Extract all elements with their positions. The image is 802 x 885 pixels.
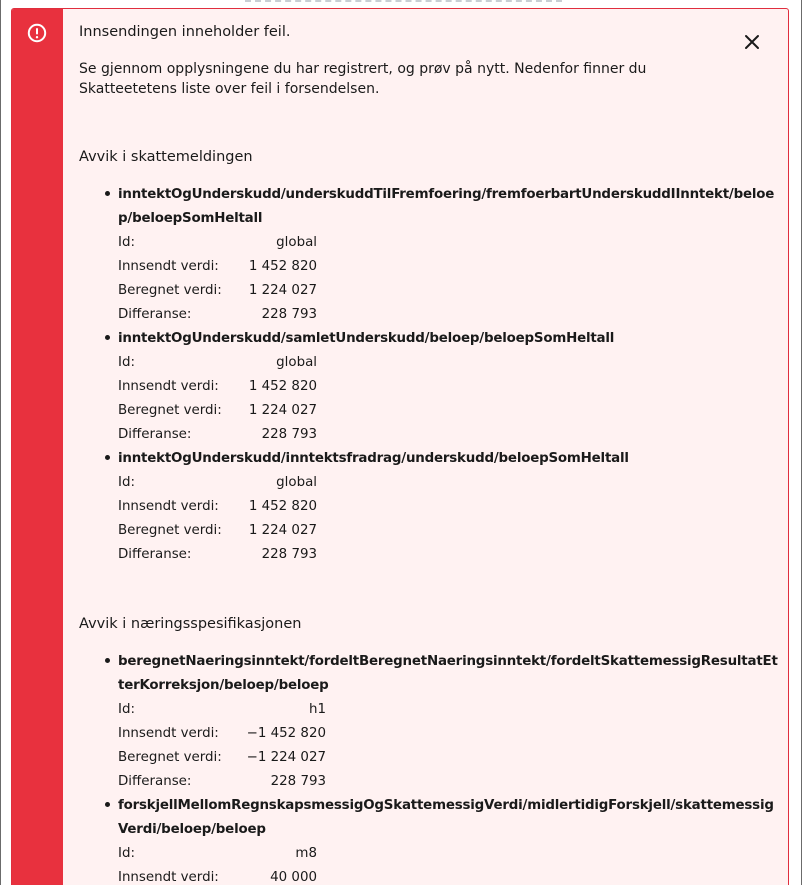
submitted-value: 1 452 820 <box>248 259 317 274</box>
id-label: Id: <box>118 475 135 490</box>
id-label: Id: <box>118 846 135 861</box>
dashed-divider <box>245 0 562 2</box>
id-row <box>118 351 779 375</box>
id-row <box>118 842 779 866</box>
difference-label: Differanse: <box>118 774 192 789</box>
id-label: Id: <box>118 355 135 370</box>
id-row <box>118 231 779 255</box>
calculated-value: 1 224 027 <box>248 283 317 298</box>
error-path: forskjellMellomRegnskapsmessigOgSkattemessigVerdi/midlertidigForskjell/skattemessigVerdi/beloep/beloep <box>118 798 774 837</box>
submitted-label: Innsendt verdi: <box>118 726 219 741</box>
id-value: global <box>276 475 317 490</box>
id-value: m8 <box>295 846 317 861</box>
alert-accent-bar <box>12 9 63 885</box>
exclamation-circle-icon <box>27 23 47 43</box>
difference-value: 228 793 <box>261 427 317 442</box>
calculated-row <box>118 279 779 303</box>
submitted-label: Innsendt verdi: <box>118 379 219 394</box>
difference-label: Differanse: <box>118 307 192 322</box>
submitted-label: Innsendt verdi: <box>118 259 219 274</box>
list-item <box>118 183 779 327</box>
id-label: Id: <box>118 235 135 250</box>
list-item <box>118 650 779 794</box>
difference-row <box>118 543 779 567</box>
error-list-tax-return <box>79 183 779 567</box>
calculated-label: Beregnet verdi: <box>118 283 222 298</box>
section-heading-business-spec: Avvik i næringsspesifikasjonen <box>79 616 302 632</box>
difference-label: Differanse: <box>118 547 192 562</box>
list-item <box>118 794 779 885</box>
id-row <box>118 698 779 722</box>
alert-content <box>79 22 779 885</box>
calculated-label: Beregnet verdi: <box>118 523 222 538</box>
difference-row <box>118 423 779 447</box>
difference-row <box>118 303 779 327</box>
section-heading-tax-return: Avvik i skattemeldingen <box>79 149 253 165</box>
difference-value: 228 793 <box>261 547 317 562</box>
list-item <box>118 327 779 447</box>
submitted-value: 1 452 820 <box>248 379 317 394</box>
submitted-row <box>118 255 779 279</box>
submitted-value: 1 452 820 <box>248 499 317 514</box>
submitted-row <box>118 866 779 885</box>
difference-value: 228 793 <box>270 774 326 789</box>
calculated-label: Beregnet verdi: <box>118 750 222 765</box>
submitted-row <box>118 375 779 399</box>
id-label: Id: <box>118 702 135 717</box>
calculated-label: Beregnet verdi: <box>118 403 222 418</box>
difference-label: Differanse: <box>118 427 192 442</box>
alert-description: Se gjennom opplysningene du har registrert, og prøv på nytt. Nedenfor finner du Skatteetetens liste over feil i forsendelsen. <box>79 61 647 97</box>
alert-title: Innsendingen inneholder feil. <box>79 24 291 40</box>
list-item <box>118 447 779 567</box>
calculated-row <box>118 519 779 543</box>
submitted-value: −1 452 820 <box>246 726 326 741</box>
calculated-value: 1 224 027 <box>248 523 317 538</box>
error-list-business-spec <box>79 650 779 885</box>
calculated-value: −1 224 027 <box>246 750 326 765</box>
id-row <box>118 471 779 495</box>
submitted-value: 40 000 <box>270 870 317 885</box>
error-path: inntektOgUnderskudd/inntektsfradrag/underskudd/beloepSomHeltall <box>118 451 629 466</box>
error-path: inntektOgUnderskudd/samletUnderskudd/beloep/beloepSomHeltall <box>118 331 615 346</box>
error-path: inntektOgUnderskudd/underskuddTilFremfoering/fremfoerbartUnderskuddIInntekt/beloep/beloepSomHeltall <box>118 187 775 226</box>
id-value: h1 <box>308 702 326 717</box>
submitted-row <box>118 722 779 746</box>
calculated-value: 1 224 027 <box>248 403 317 418</box>
error-path: beregnetNaeringsinntekt/fordeltBeregnetNaeringsinntekt/fordeltSkattemessigResultatEtterKorreksjon/beloep/beloep <box>118 654 778 693</box>
calculated-row <box>118 746 779 770</box>
id-value: global <box>276 235 317 250</box>
id-value: global <box>276 355 317 370</box>
submitted-label: Innsendt verdi: <box>118 499 219 514</box>
calculated-row <box>118 399 779 423</box>
difference-value: 228 793 <box>261 307 317 322</box>
difference-row <box>118 770 779 794</box>
error-alert <box>11 8 789 885</box>
submitted-label: Innsendt verdi: <box>118 870 219 885</box>
submitted-row <box>118 495 779 519</box>
